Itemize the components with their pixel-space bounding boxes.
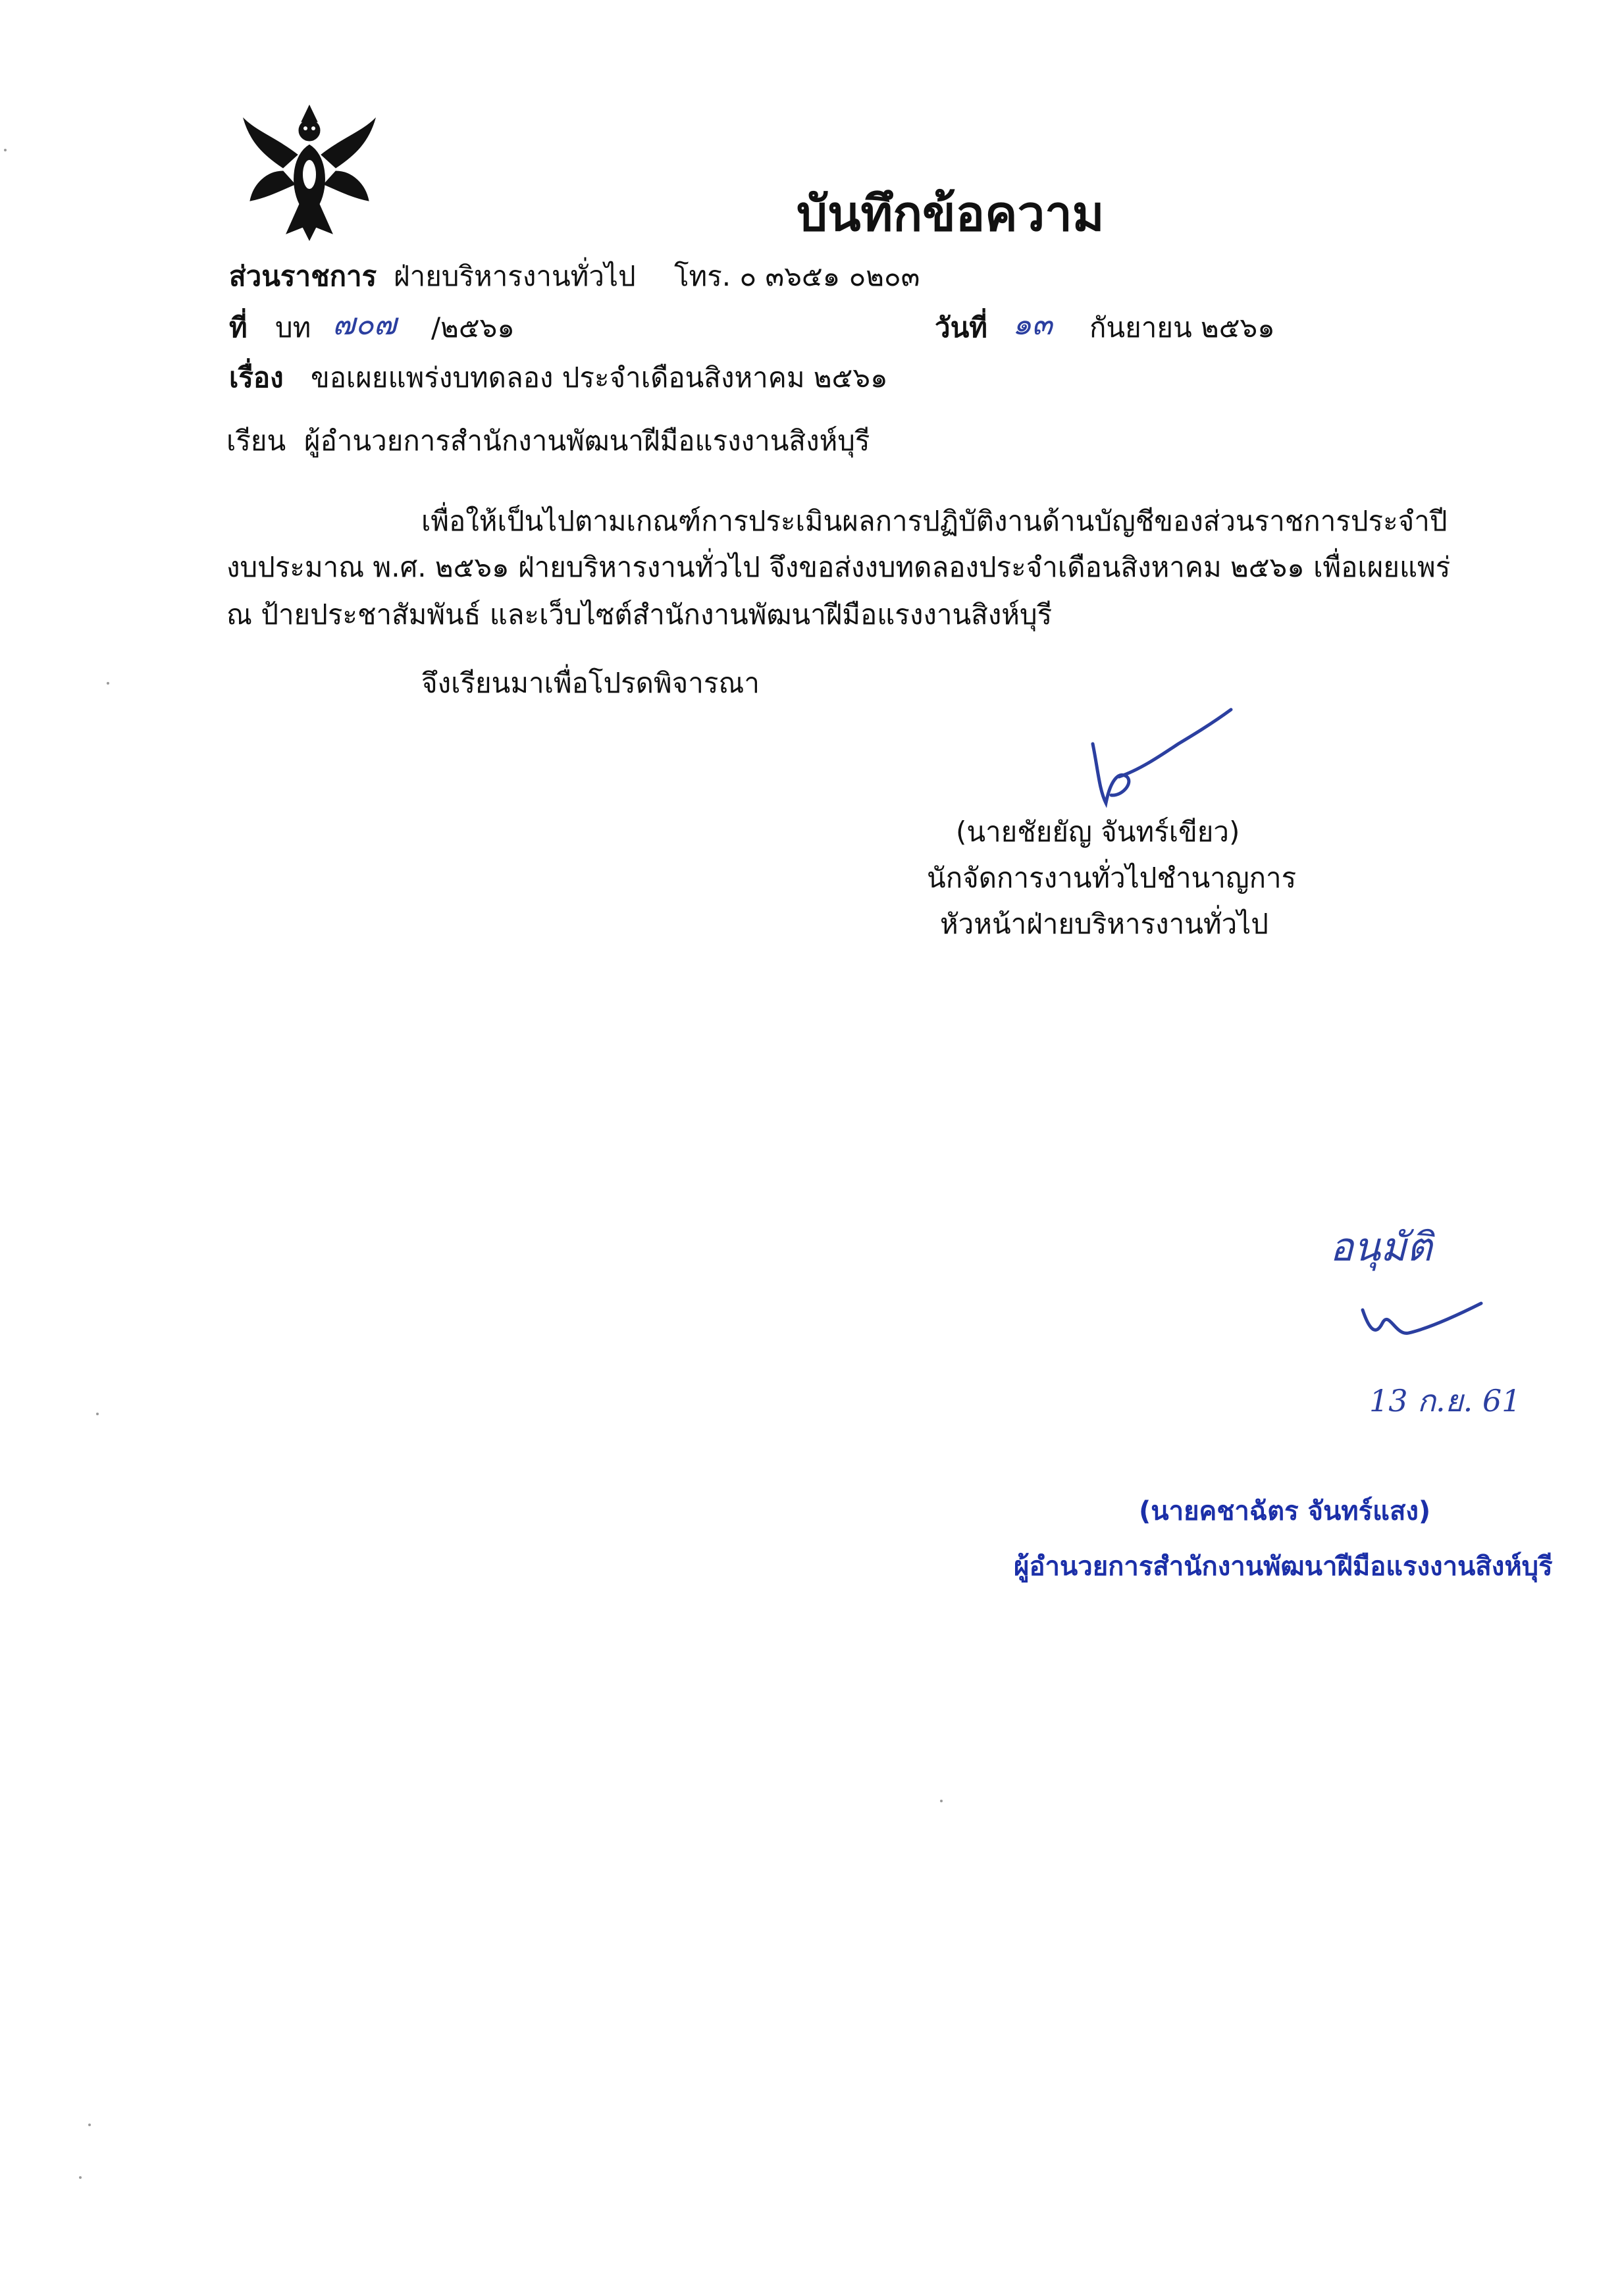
subject-value: ขอเผยแพร่งบทดลอง ประจำเดือนสิงหาคม ๒๕๖๑ <box>311 361 888 394</box>
garuda-emblem-icon <box>237 92 382 250</box>
agency-label: ส่วนราชการ <box>229 260 377 292</box>
signatory-name: (นายชัยยัญ จันทร์เขียว) <box>956 816 1240 848</box>
ref-label: ที่ <box>229 311 248 344</box>
subject-label: เรื่อง <box>229 361 284 394</box>
scan-speck <box>4 149 7 151</box>
addressee-value: ผู้อำนวยการสำนักงานพัฒนาฝีมือแรงงานสิงห์บุรี <box>304 425 870 457</box>
ref-prefix: บท <box>275 311 311 344</box>
scan-speck <box>88 2124 91 2126</box>
body-line-3: ณ ป้ายประชาสัมพันธ์ และเว็บไซต์สำนักงานพัฒนาฝีมือแรงงานสิงห์บุรี <box>226 598 1053 631</box>
approver-stamp-name: (นายคชาฉัตร จันทร์แสง) <box>1139 1496 1431 1526</box>
body-line-1: เพื่อให้เป็นไปตามเกณฑ์การประเมินผลการปฏิบัติงานด้านบัญชีของส่วนราชการประจำปี <box>421 505 1448 537</box>
date-label: วันที่ <box>935 311 987 344</box>
approval-handwritten-note: อนุมัติ <box>1330 1224 1432 1270</box>
signatory-position-2: หัวหน้าฝ่ายบริหารงานทั่วไป <box>940 908 1269 940</box>
addressee-label: เรียน <box>226 425 286 457</box>
scan-speck <box>940 1800 943 1802</box>
scan-speck <box>79 2176 82 2179</box>
date-month-year: กันยายน ๒๕๖๑ <box>1089 311 1275 344</box>
signature-mark <box>1080 698 1238 810</box>
closing-text: จึงเรียนมาเพื่อโปรดพิจารณา <box>421 667 760 699</box>
body-line-2: งบประมาณ พ.ศ. ๒๕๖๑ ฝ่ายบริหารงานทั่วไป จึงขอส่งงบทดลองประจำเดือนสิงหาคม ๒๕๖๑ เพื่อเผยแพร่ <box>226 551 1451 583</box>
scan-speck <box>96 1413 99 1415</box>
approval-handwritten-date: 13 ก.ย. 61 <box>1369 1383 1521 1419</box>
memo-title: บันทึกข้อความ <box>797 186 1105 242</box>
approval-initials <box>1356 1297 1488 1349</box>
date-day-handwritten: ๑๓ <box>1012 306 1053 342</box>
scan-speck <box>107 682 109 685</box>
phone-number: โทร. ๐ ๓๖๕๑ ๐๒๐๓ <box>674 260 920 292</box>
agency-value: ฝ่ายบริหารงานทั่วไป <box>394 260 636 292</box>
signatory-position-1: นักจัดการงานทั่วไปชำนาญการ <box>927 862 1297 894</box>
ref-number-handwritten: ๗๐๗ <box>332 306 397 342</box>
approver-stamp-position: ผู้อำนวยการสำนักงานพัฒนาฝีมือแรงงานสิงห์บุรี <box>1014 1552 1553 1582</box>
ref-year: /๒๕๖๑ <box>431 311 515 344</box>
